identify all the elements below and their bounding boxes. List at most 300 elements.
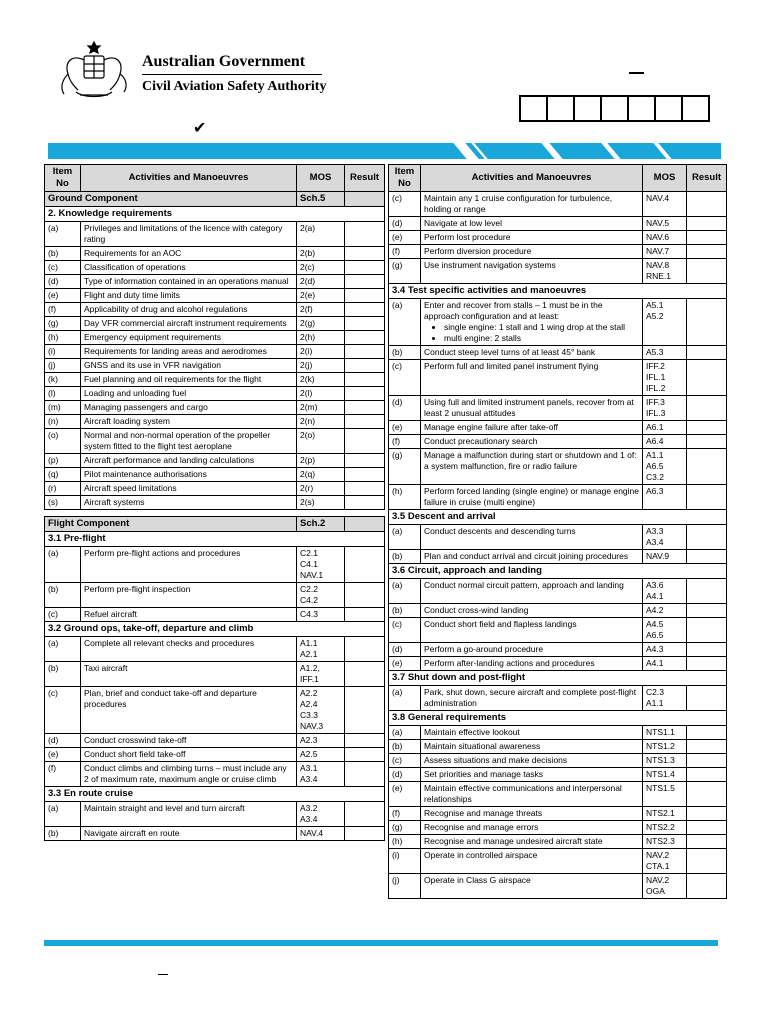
table-row: [389, 360, 727, 396]
mos-cell: NTS2.2: [643, 821, 687, 835]
mos-cell: C2.1 C4.1 NAV.1: [297, 547, 345, 583]
activity-cell: Complete all relevant checks and procedures: [81, 637, 297, 662]
mos-cell: A2.3: [297, 734, 345, 748]
item-cell: (i): [389, 849, 421, 874]
result-cell[interactable]: [687, 768, 727, 782]
table-row: [389, 849, 727, 874]
component-title: Flight Component: [45, 517, 297, 532]
activity-cell: Perform pre-flight inspection: [81, 583, 297, 608]
item-cell: (a): [389, 299, 421, 346]
section-row: [389, 671, 727, 686]
table-row: [389, 245, 727, 259]
reference-box[interactable]: [548, 97, 575, 120]
table-row: [45, 345, 385, 359]
result-cell[interactable]: [687, 821, 727, 835]
mos-cell: A5.3: [643, 346, 687, 360]
org-line-2: Civil Aviation Safety Authority: [142, 79, 327, 94]
spacer-row: [45, 510, 385, 517]
result-cell[interactable]: [687, 435, 727, 449]
table-row: [45, 401, 385, 415]
mos-cell: NAV.6: [643, 231, 687, 245]
activity-cell: Perform after-landing actions and procedures: [421, 657, 643, 671]
activity-cell: Type of information contained in an operations manual: [81, 275, 297, 289]
item-cell: (c): [45, 261, 81, 275]
result-cell[interactable]: [345, 247, 385, 261]
table-row: [389, 657, 727, 671]
activity-cell: Conduct steep level turns of at least 45° bank: [421, 346, 643, 360]
reference-box[interactable]: [629, 97, 656, 120]
activity-cell: Day VFR commercial aircraft instrument requirements: [81, 317, 297, 331]
agency-header: [142, 52, 326, 96]
mos-cell: C2.2 C4.2: [297, 583, 345, 608]
table-row: [45, 802, 385, 827]
activity-cell: Taxi aircraft: [81, 662, 297, 687]
check-mark-icon: ✔: [193, 120, 207, 137]
table-row: [45, 373, 385, 387]
table-row: [45, 827, 385, 841]
item-cell: (n): [45, 415, 81, 429]
table-row: [389, 396, 727, 421]
activity-cell: Requirements for an AOC: [81, 247, 297, 261]
mos-cell: NAV.2 CTA.1: [643, 849, 687, 874]
item-cell: (j): [45, 359, 81, 373]
table-row: [389, 231, 727, 245]
result-cell[interactable]: [345, 608, 385, 622]
result-header: Result: [687, 165, 727, 192]
table-row: [389, 768, 727, 782]
result-cell[interactable]: [687, 726, 727, 740]
footer-bar: [44, 940, 718, 946]
section-title: 3.8 General requirements: [389, 711, 727, 726]
activity-cell: Aircraft loading system: [81, 415, 297, 429]
result-cell[interactable]: [687, 217, 727, 231]
table-row: [45, 387, 385, 401]
mos-cell: A3.3 A3.4: [643, 525, 687, 550]
activity-cell: Aircraft systems: [81, 496, 297, 510]
table-row: [389, 782, 727, 807]
table-row: [45, 748, 385, 762]
table-row: [389, 754, 727, 768]
result-cell[interactable]: [345, 373, 385, 387]
table-row: [389, 435, 727, 449]
activity-cell: Perform lost procedure: [421, 231, 643, 245]
item-cell: (e): [389, 782, 421, 807]
mos-cell: 2(d): [297, 275, 345, 289]
reference-box[interactable]: [602, 97, 629, 120]
result-cell[interactable]: [687, 192, 727, 217]
item-no-header: Item No: [389, 165, 421, 192]
section-row: [45, 622, 385, 637]
table-row: [389, 686, 727, 711]
item-cell: (d): [389, 217, 421, 231]
result-cell[interactable]: [345, 748, 385, 762]
result-cell[interactable]: [345, 734, 385, 748]
activity-cell: Aircraft performance and landing calculations: [81, 454, 297, 468]
result-cell[interactable]: [345, 687, 385, 734]
result-cell[interactable]: [687, 579, 727, 604]
result-cell[interactable]: [345, 496, 385, 510]
mos-cell: 2(j): [297, 359, 345, 373]
mos-cell: A4.5 A6.5: [643, 618, 687, 643]
section-title: 3.2 Ground ops, take-off, departure and climb: [45, 622, 385, 637]
activity-cell: Maintain any 1 cruise configuration for turbulence, holding or range: [421, 192, 643, 217]
item-cell: (c): [45, 608, 81, 622]
result-cell[interactable]: [687, 231, 727, 245]
section-row: [45, 787, 385, 802]
table-row: [45, 468, 385, 482]
activity-cell: Use instrument navigation systems: [421, 259, 643, 284]
section-row: [45, 207, 385, 222]
activity-cell: Plan and conduct arrival and circuit joining procedures: [421, 550, 643, 564]
activity-cell: Assess situations and make decisions: [421, 754, 643, 768]
result-cell[interactable]: [345, 345, 385, 359]
result-cell[interactable]: [687, 421, 727, 435]
table-row: [45, 429, 385, 454]
section-row: [389, 711, 727, 726]
component-row: [45, 517, 385, 532]
item-cell: (b): [45, 247, 81, 261]
result-cell[interactable]: [687, 396, 727, 421]
result-cell[interactable]: [687, 604, 727, 618]
result-cell[interactable]: [687, 835, 727, 849]
mos-cell: A4.3: [643, 643, 687, 657]
result-cell[interactable]: [345, 827, 385, 841]
table-row: [389, 604, 727, 618]
org-line-1: Australian Government: [142, 53, 306, 70]
coat-of-arms-icon: [54, 40, 134, 100]
item-cell: (a): [45, 637, 81, 662]
result-cell[interactable]: [345, 387, 385, 401]
activity-cell: Conduct normal circuit pattern, approach and landing: [421, 579, 643, 604]
item-cell: (g): [389, 259, 421, 284]
result-cell[interactable]: [687, 686, 727, 711]
result-cell[interactable]: [345, 583, 385, 608]
result-cell[interactable]: [687, 525, 727, 550]
mos-cell: 2(e): [297, 289, 345, 303]
section-row: [389, 284, 727, 299]
result-cell[interactable]: [345, 289, 385, 303]
activity-cell: Recognise and manage errors: [421, 821, 643, 835]
mos-header: MOS: [643, 165, 687, 192]
component-title: Ground Component: [45, 192, 297, 207]
result-cell[interactable]: [687, 346, 727, 360]
activity-cell: Conduct short field take-off: [81, 748, 297, 762]
activity-cell: Perform forced landing (single engine) or manage engine failure in cruise (multi engine): [421, 485, 643, 510]
component-row: [45, 192, 385, 207]
result-cell[interactable]: [345, 331, 385, 345]
result-cell[interactable]: [687, 299, 727, 346]
banner-stripe: [601, 143, 620, 159]
item-cell: (c): [45, 687, 81, 734]
item-cell: (o): [45, 429, 81, 454]
activity-cell: Conduct precautionary search: [421, 435, 643, 449]
item-cell: (a): [45, 802, 81, 827]
table-row: [45, 687, 385, 734]
mos-cell: 2(g): [297, 317, 345, 331]
mos-cell: IFF.2 IFL.1 IFL.2: [643, 360, 687, 396]
mos-cell: 2(n): [297, 415, 345, 429]
table-row: [45, 331, 385, 345]
result-cell[interactable]: [687, 643, 727, 657]
table-row: [389, 485, 727, 510]
result-cell[interactable]: [687, 849, 727, 874]
activity-cell: Classification of operations: [81, 261, 297, 275]
activity-cell: Aircraft speed limitations: [81, 482, 297, 496]
item-cell: (e): [45, 748, 81, 762]
result-cell[interactable]: [687, 485, 727, 510]
mos-cell: 2(h): [297, 331, 345, 345]
result-cell[interactable]: [687, 449, 727, 485]
table-row: [45, 637, 385, 662]
result-cell[interactable]: [687, 874, 727, 899]
mos-cell: A5.1 A5.2: [643, 299, 687, 346]
section-row: [45, 532, 385, 547]
activity-header: Activities and Manoeuvres: [81, 165, 297, 192]
activity-cell: Plan, brief and conduct take-off and departure procedures: [81, 687, 297, 734]
item-cell: (d): [389, 643, 421, 657]
table-row: [389, 740, 727, 754]
item-cell: (g): [45, 317, 81, 331]
item-cell: (e): [389, 231, 421, 245]
item-cell: (r): [45, 482, 81, 496]
activity-cell: Conduct descents and descending turns: [421, 525, 643, 550]
activity-cell: Applicability of drug and alcohol regulations: [81, 303, 297, 317]
activity-cell: Perform full and limited panel instrument flying: [421, 360, 643, 396]
section-row: [389, 564, 727, 579]
mos-cell: 2(s): [297, 496, 345, 510]
activity-cell: Conduct cross-wind landing: [421, 604, 643, 618]
item-cell: (b): [389, 346, 421, 360]
mos-cell: A2.2 A2.4 C3.3 NAV.3: [297, 687, 345, 734]
item-no-header: Item No: [45, 165, 81, 192]
left-assessment-table: [44, 164, 385, 841]
table-row: [45, 261, 385, 275]
table-row: [389, 821, 727, 835]
reference-box[interactable]: [656, 97, 683, 120]
section-title: 3.7 Shut down and post-flight: [389, 671, 727, 686]
table-row: [389, 835, 727, 849]
mos-cell: NTS1.1: [643, 726, 687, 740]
result-cell[interactable]: [345, 222, 385, 247]
stall-bullet-multi: • multi engine: 2 stalls: [444, 333, 639, 344]
result-cell[interactable]: [345, 359, 385, 373]
result-cell[interactable]: [687, 740, 727, 754]
item-cell: (e): [45, 289, 81, 303]
item-cell: (a): [389, 686, 421, 711]
mos-cell: 2(i): [297, 345, 345, 359]
result-cell[interactable]: [345, 637, 385, 662]
table-row: [45, 734, 385, 748]
mos-cell: C2.3 A1.1: [643, 686, 687, 711]
item-cell: (q): [45, 468, 81, 482]
activity-cell: Normal and non-normal operation of the propeller system fitted to the flight test aeroplane: [81, 429, 297, 454]
mos-cell: NTS2.1: [643, 807, 687, 821]
mos-cell: A3.1 A3.4: [297, 762, 345, 787]
activity-cell: Fuel planning and oil requirements for the flight: [81, 373, 297, 387]
activity-cell: Perform pre-flight actions and procedures: [81, 547, 297, 583]
mos-cell: 2(c): [297, 261, 345, 275]
item-cell: (d): [45, 275, 81, 289]
item-cell: (k): [45, 373, 81, 387]
item-cell: (b): [45, 583, 81, 608]
mos-cell: 2(o): [297, 429, 345, 454]
activity-cell: Maintain situational awareness: [421, 740, 643, 754]
activity-cell: Manage engine failure after take-off: [421, 421, 643, 435]
item-cell: (f): [389, 807, 421, 821]
item-cell: (a): [389, 579, 421, 604]
item-cell: (g): [389, 449, 421, 485]
table-row: [389, 449, 727, 485]
result-cell[interactable]: [345, 261, 385, 275]
item-cell: (b): [389, 604, 421, 618]
table-row: [45, 547, 385, 583]
item-cell: (c): [389, 618, 421, 643]
result-cell[interactable]: [345, 454, 385, 468]
table-row: [45, 608, 385, 622]
result-cell[interactable]: [687, 754, 727, 768]
result-cell[interactable]: [345, 468, 385, 482]
mos-cell: A3.2 A3.4: [297, 802, 345, 827]
item-cell: (l): [45, 387, 81, 401]
mos-cell: A1.2, IFF.1: [297, 662, 345, 687]
table-row: [45, 415, 385, 429]
result-cell[interactable]: [687, 618, 727, 643]
result-cell[interactable]: [345, 275, 385, 289]
section-title: 3.5 Descent and arrival: [389, 510, 727, 525]
table-row: [389, 346, 727, 360]
bottom-dash: [158, 974, 168, 975]
item-cell: (s): [45, 496, 81, 510]
result-cell[interactable]: [687, 807, 727, 821]
reference-box[interactable]: [575, 97, 602, 120]
activity-cell: Recognise and manage undesired aircraft state: [421, 835, 643, 849]
activity-cell: GNSS and its use in VFR navigation: [81, 359, 297, 373]
result-cell[interactable]: [345, 415, 385, 429]
mos-cell: A1.1 A6.5 C3.2: [643, 449, 687, 485]
mos-cell: A4.2: [643, 604, 687, 618]
mos-cell: A2.5: [297, 748, 345, 762]
item-cell: (m): [45, 401, 81, 415]
item-cell: (e): [389, 421, 421, 435]
table-row: [389, 299, 727, 346]
result-cell[interactable]: [687, 259, 727, 284]
item-cell: (a): [45, 222, 81, 247]
result-cell[interactable]: [345, 401, 385, 415]
result-cell[interactable]: [345, 482, 385, 496]
item-cell: (h): [45, 331, 81, 345]
result-cell[interactable]: [345, 317, 385, 331]
item-cell: (j): [389, 874, 421, 899]
reference-boxes[interactable]: [519, 95, 710, 122]
mos-cell: NTS2.3: [643, 835, 687, 849]
mos-cell: NAV.4: [643, 192, 687, 217]
mos-cell: NTS1.4: [643, 768, 687, 782]
table-row: [45, 583, 385, 608]
mos-header: MOS: [297, 165, 345, 192]
mos-cell: NAV.4: [297, 827, 345, 841]
reference-box[interactable]: [521, 97, 548, 120]
result-cell[interactable]: [345, 802, 385, 827]
section-title: 2. Knowledge requirements: [45, 207, 385, 222]
result-cell[interactable]: [687, 245, 727, 259]
mos-cell: NAV.9: [643, 550, 687, 564]
section-row: [389, 510, 727, 525]
result-cell[interactable]: [687, 550, 727, 564]
table-row: [45, 222, 385, 247]
mos-cell: A6.1: [643, 421, 687, 435]
activity-cell: Requirements for landing areas and aerodromes: [81, 345, 297, 359]
item-cell: (d): [45, 734, 81, 748]
activity-cell: Loading and unloading fuel: [81, 387, 297, 401]
mos-cell: 2(l): [297, 387, 345, 401]
item-cell: (c): [389, 192, 421, 217]
mos-cell: 2(k): [297, 373, 345, 387]
mos-cell: A3.6 A4.1: [643, 579, 687, 604]
item-cell: (i): [45, 345, 81, 359]
mos-cell: 2(m): [297, 401, 345, 415]
activity-cell: Using full and limited instrument panels, recover from at least 2 unusual attitudes: [421, 396, 643, 421]
activity-cell: Manage a malfunction during start or shutdown and 1 of: a system malfunction, fire or radio failure: [421, 449, 643, 485]
result-cell[interactable]: [345, 303, 385, 317]
mos-cell: 2(b): [297, 247, 345, 261]
result-cell[interactable]: [345, 429, 385, 454]
section-title: 3.4 Test specific activities and manoeuvres: [389, 284, 727, 299]
item-cell: (c): [389, 360, 421, 396]
component-result: [345, 517, 385, 532]
item-cell: (c): [389, 754, 421, 768]
mos-cell: 2(p): [297, 454, 345, 468]
item-cell: (f): [45, 762, 81, 787]
item-cell: (f): [389, 435, 421, 449]
table-row: [45, 482, 385, 496]
result-cell[interactable]: [345, 547, 385, 583]
item-cell: (h): [389, 835, 421, 849]
result-cell[interactable]: [687, 657, 727, 671]
result-cell[interactable]: [345, 662, 385, 687]
banner-stripe: [653, 143, 671, 159]
table-row: [389, 525, 727, 550]
table-row: [45, 275, 385, 289]
table-row: [389, 217, 727, 231]
table-row: [389, 579, 727, 604]
component-schedule: Sch.5: [297, 192, 345, 207]
activity-cell: Navigate aircraft en route: [81, 827, 297, 841]
result-cell[interactable]: [345, 762, 385, 787]
table-row: [45, 317, 385, 331]
item-cell: (b): [389, 550, 421, 564]
table-row: [389, 192, 727, 217]
stall-activity-text: Enter and recover from stalls – 1 must be in the approach configuration and at least:: [424, 300, 603, 321]
result-cell[interactable]: [687, 360, 727, 396]
mos-cell: 2(q): [297, 468, 345, 482]
table-row: [45, 762, 385, 787]
table-row: [389, 259, 727, 284]
item-cell: (f): [389, 245, 421, 259]
table-row: [389, 874, 727, 899]
stall-bullet-single: • single engine: 1 stall and 1 wing drop at the stall: [444, 322, 639, 333]
activity-cell: Conduct climbs and climbing turns – must include any 2 of maximum rate, maximum angle or cruise climb: [81, 762, 297, 787]
item-cell: (f): [45, 303, 81, 317]
activity-cell: Park, shut down, secure aircraft and complete post-flight administration: [421, 686, 643, 711]
mos-cell: 2(f): [297, 303, 345, 317]
result-cell[interactable]: [687, 782, 727, 807]
activity-cell: Operate in controlled airspace: [421, 849, 643, 874]
mos-cell: NAV.2 OGA: [643, 874, 687, 899]
activity-cell: [421, 299, 643, 346]
reference-box[interactable]: [683, 97, 708, 120]
activity-cell: Emergency equipment requirements: [81, 331, 297, 345]
activity-cell: Navigate at low level: [421, 217, 643, 231]
